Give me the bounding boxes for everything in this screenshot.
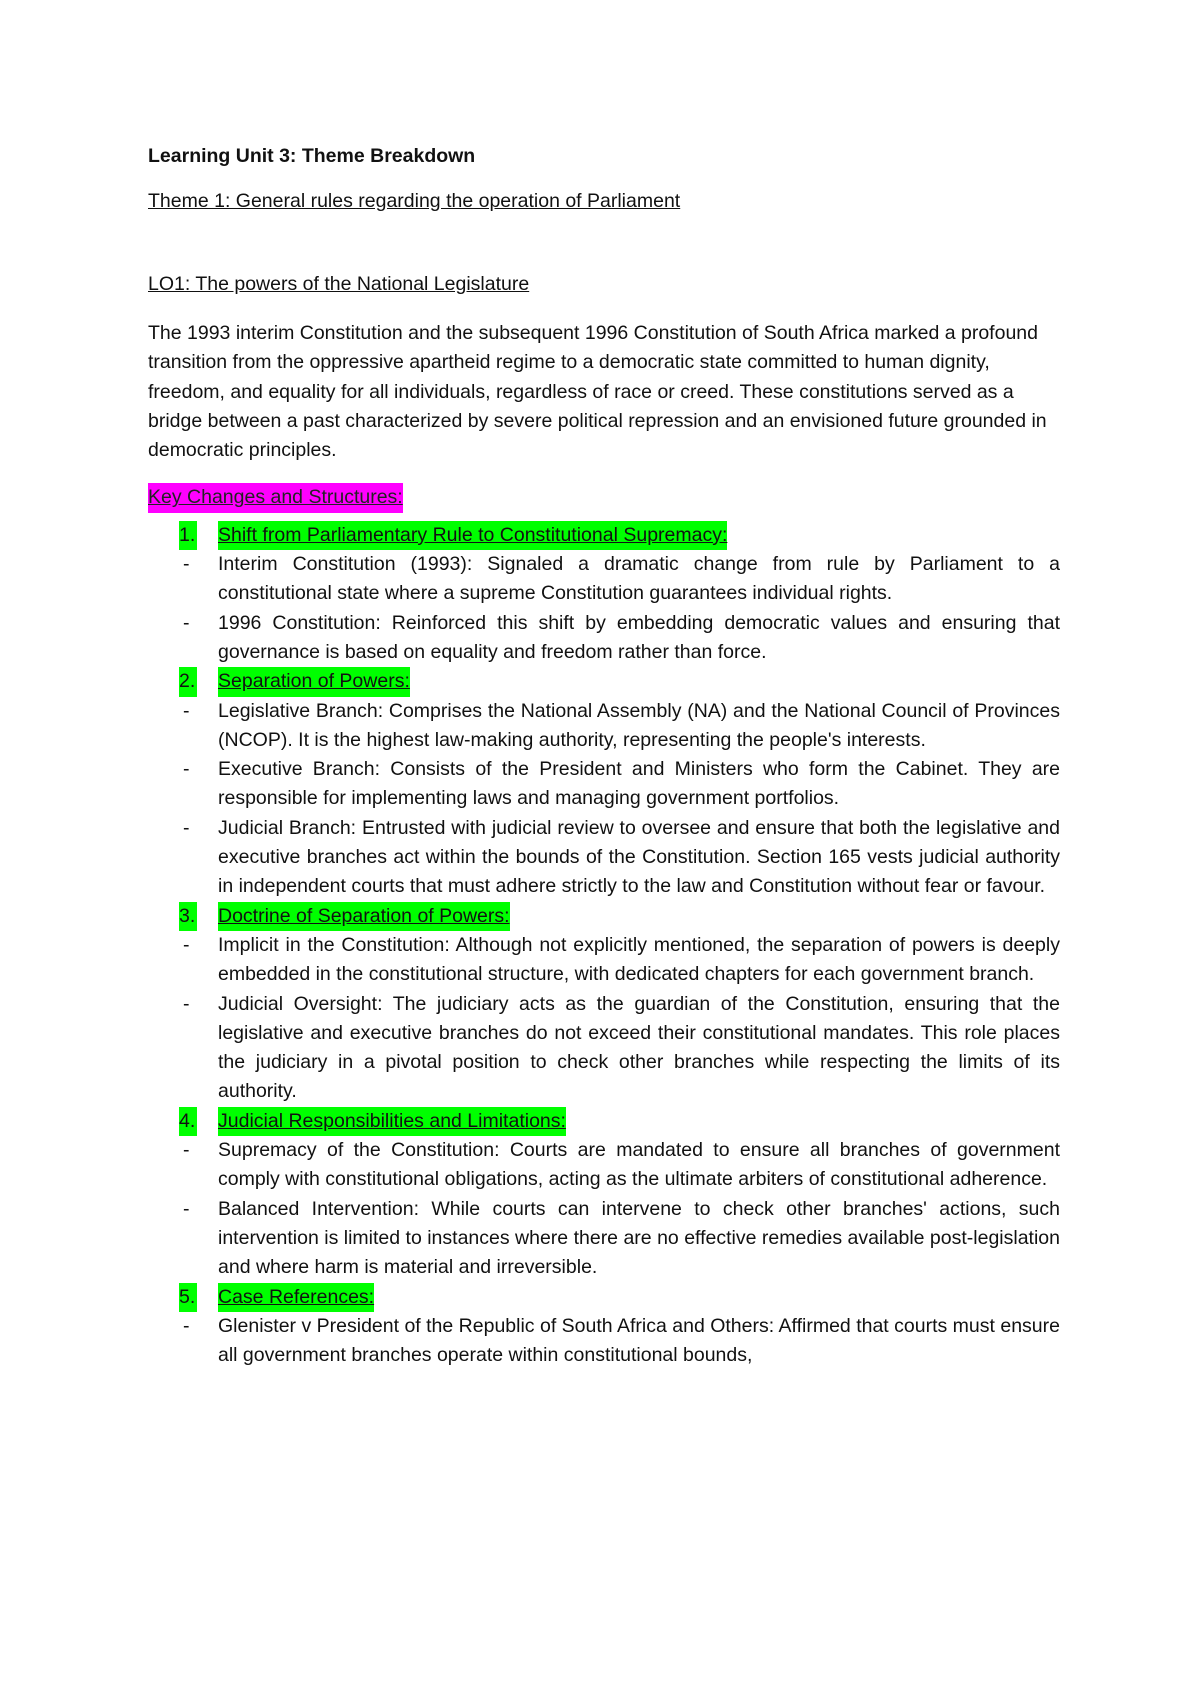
bullet-text: Interim Constitution (1993): Signaled a dramatic change from rule by Parliament to a constitutional state where a supreme Constitution guarantees individual rights.: [218, 553, 1060, 605]
section-number: 4.: [179, 1107, 197, 1136]
section-heading-text: Shift from Parliamentary Rule to Constitutional Supremacy:: [218, 521, 727, 550]
bullet-text: Judicial Oversight: The judiciary acts as the guardian of the Constitution, ensuring that the legislative and executive branches do not exceed their constitutional mandates. This role places the judiciary in a pivotal position to check other branches while respecting the limits of its authority.: [218, 992, 1060, 1103]
bullet-item: [148, 990, 1060, 1107]
bullet-dash: -: [183, 933, 190, 956]
bullet-item: [148, 697, 1060, 756]
bullet-item: [148, 609, 1060, 668]
document-page: [148, 142, 1060, 1370]
section-number: 5.: [179, 1283, 197, 1312]
bullet-dash: -: [183, 699, 190, 722]
bullet-text: Judicial Branch: Entrusted with judicial review to oversee and ensure that both the legislative and executive branches act within the bounds of the Constitution. Section 165 vests judicial authority in independent courts that must adhere strictly to the law and Constitution without fear or favour.: [218, 816, 1060, 898]
section-3: [148, 902, 1060, 1107]
section-5: [148, 1283, 1060, 1371]
section-heading: [148, 1107, 1060, 1136]
key-changes-heading: Key Changes and Structures:: [148, 483, 403, 512]
bullet-item: [148, 931, 1060, 990]
bullet-text: Balanced Intervention: While courts can intervene to check other branches' actions, such intervention is limited to instances where there are no effective remedies available post-legislation and where harm is material and irreversible.: [218, 1197, 1060, 1279]
section-heading: [148, 1283, 1060, 1312]
bullet-item: [148, 755, 1060, 814]
bullet-dash: -: [183, 611, 190, 634]
bullet-dash: -: [183, 992, 190, 1015]
sections-list: [148, 521, 1060, 1371]
document-title: Learning Unit 3: Theme Breakdown: [148, 145, 476, 167]
bullet-item: [148, 1136, 1060, 1195]
section-number: 2.: [179, 667, 197, 696]
intro-paragraph: The 1993 interim Constitution and the subsequent 1996 Constitution of South Africa marked a profound transition from the oppressive apartheid regime to a democratic state committed to human dignity, freedom, and equality for all individuals, regardless of race or creed. These constitutions served as a bridge between a past characterized by severe political repression and an envisioned future grounded in democratic principles.: [148, 322, 1047, 462]
section-heading: [148, 902, 1060, 931]
section-1: [148, 521, 1060, 667]
bullet-item: [148, 550, 1060, 609]
theme-heading: Theme 1: General rules regarding the operation of Parliament: [148, 190, 681, 212]
section-heading-text: Judicial Responsibilities and Limitations:: [218, 1107, 566, 1136]
bullet-item: [148, 1195, 1060, 1283]
section-heading-text: Case References:: [218, 1283, 374, 1312]
section-4: [148, 1107, 1060, 1283]
bullet-dash: -: [183, 1314, 190, 1337]
section-number: 3.: [179, 902, 197, 931]
bullet-dash: -: [183, 758, 190, 781]
bullet-item: [148, 814, 1060, 902]
bullet-text: Supremacy of the Constitution: Courts are mandated to ensure all branches of government comply with constitutional obligations, acting as the ultimate arbiters of constitutional adherence.: [218, 1139, 1060, 1191]
section-heading: [148, 521, 1060, 550]
bullet-dash: -: [183, 1197, 190, 1220]
section-heading: [148, 667, 1060, 696]
section-heading-text: Doctrine of Separation of Powers:: [218, 902, 510, 931]
learning-outcome-heading: LO1: The powers of the National Legislature: [148, 273, 530, 295]
bullet-dash: -: [183, 816, 190, 839]
bullet-item: [148, 1312, 1060, 1371]
section-2: [148, 667, 1060, 901]
bullet-text: Implicit in the Constitution: Although not explicitly mentioned, the separation of powers is deeply embedded in the constitutional structure, with dedicated chapters for each government branch.: [218, 933, 1060, 986]
bullet-text: 1996 Constitution: Reinforced this shift by embedding democratic values and ensuring that governance is based on equality and freedom rather than force.: [218, 611, 1060, 663]
bullet-dash: -: [183, 553, 190, 576]
section-number: 1.: [179, 521, 197, 550]
bullet-text: Legislative Branch: Comprises the National Assembly (NA) and the National Council of Provinces (NCOP). It is the highest law-making authority, representing the people's interests.: [218, 699, 1060, 751]
section-heading-text: Separation of Powers:: [218, 667, 410, 696]
bullet-text: Glenister v President of the Republic of South Africa and Others: Affirmed that courts must ensure all government branches operate within constitutional bounds,: [218, 1314, 1060, 1367]
bullet-text: Executive Branch: Consists of the President and Ministers who form the Cabinet. They are responsible for implementing laws and managing government portfolios.: [218, 758, 1060, 810]
bullet-dash: -: [183, 1139, 190, 1162]
